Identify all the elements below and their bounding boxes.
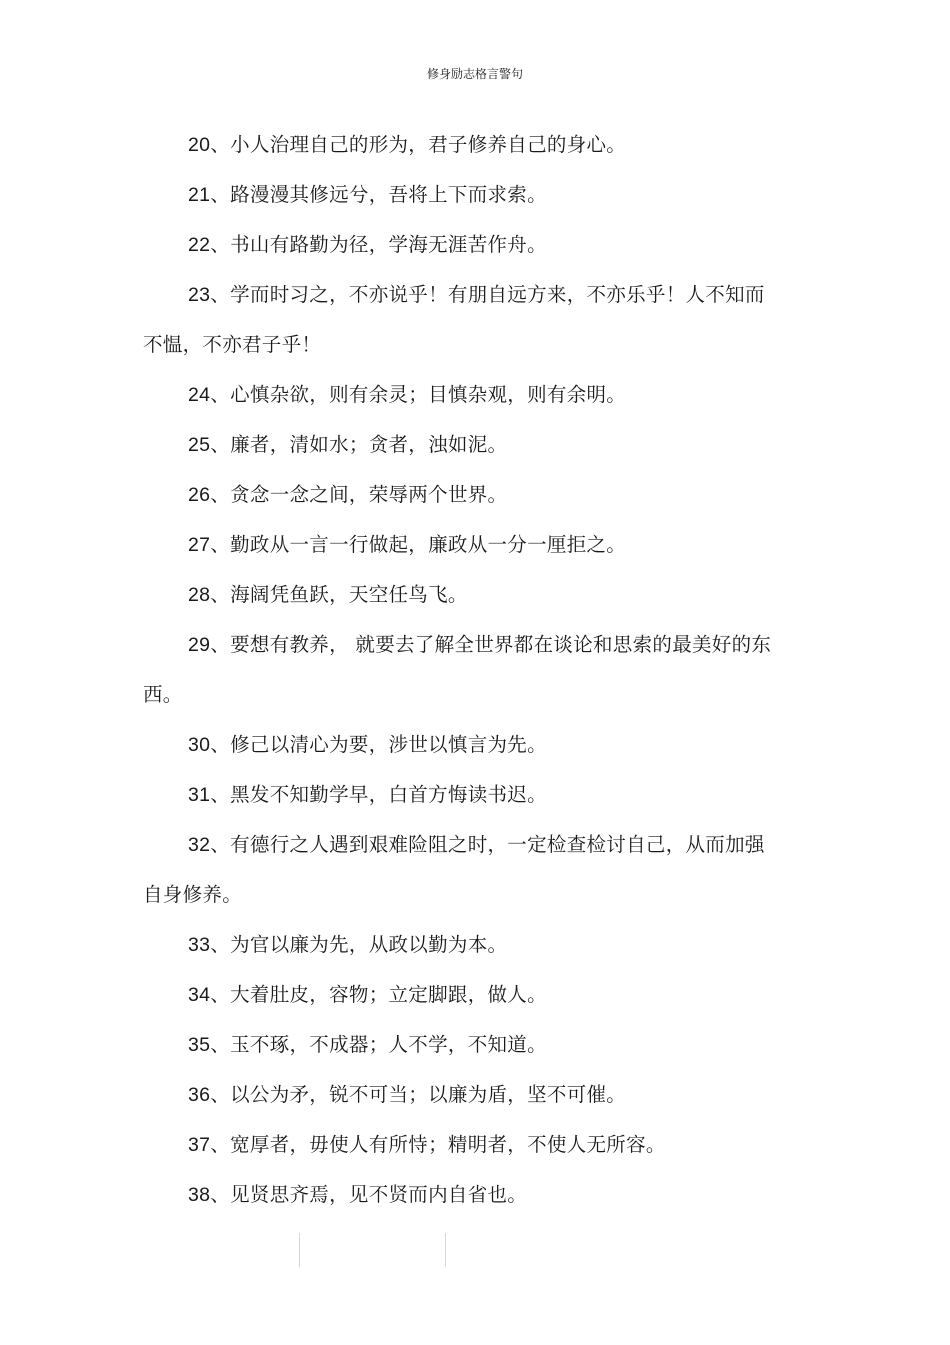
quote-number: 32 <box>188 834 211 856</box>
quote-item <box>143 720 783 770</box>
quote-item <box>143 920 783 970</box>
quote-number: 36 <box>188 1084 211 1106</box>
quote-number: 21 <box>188 184 211 206</box>
quote-number: 27 <box>188 534 211 556</box>
quote-text: 、勤政从一言一行做起，廉政从一分一厘拒之。 <box>210 533 627 556</box>
quote-item <box>143 820 783 920</box>
quote-item <box>143 1020 783 1070</box>
quote-item <box>143 770 783 820</box>
quote-text: 、学而时习之，不亦说乎！有朋自远方来，不亦乐乎！人不知而不愠，不亦君子乎！ <box>143 283 765 356</box>
quote-item <box>143 970 783 1020</box>
quote-number: 23 <box>188 284 211 306</box>
quote-number: 34 <box>188 984 211 1006</box>
quote-text: 、海阔凭鱼跃，天空任鸟飞。 <box>210 583 468 606</box>
quote-text: 、书山有路勤为径，学海无涯苦作舟。 <box>210 233 547 256</box>
quote-number: 33 <box>188 934 211 956</box>
quote-item <box>143 1120 783 1170</box>
quote-text: 、路漫漫其修远兮，吾将上下而求索。 <box>210 183 547 206</box>
quote-text: 、小人治理自己的形为，君子修养自己的身心。 <box>210 133 627 156</box>
quote-text: 、贪念一念之间，荣辱两个世界。 <box>210 483 508 506</box>
quote-number: 28 <box>188 584 211 606</box>
quote-text: 、大着肚皮，容物；立定脚跟，做人。 <box>210 983 547 1006</box>
quote-item <box>143 270 783 370</box>
quote-text: 、要想有教养， 就要去了解全世界都在谈论和思索的最美好的东西。 <box>143 633 772 706</box>
quote-text: 、宽厚者，毋使人有所恃；精明者，不使人无所容。 <box>210 1133 666 1156</box>
quote-number: 38 <box>188 1184 211 1206</box>
footer-divider-right <box>445 1233 446 1267</box>
quote-number: 29 <box>188 634 211 656</box>
quote-number: 24 <box>188 384 211 406</box>
quote-text: 、心慎杂欲，则有余灵；目慎杂观，则有余明。 <box>210 383 627 406</box>
quote-number: 30 <box>188 734 211 756</box>
quote-item <box>143 520 783 570</box>
quote-item <box>143 1170 783 1220</box>
quote-number: 35 <box>188 1034 211 1056</box>
quote-text: 、玉不琢，不成器；人不学，不知道。 <box>210 1033 547 1056</box>
quote-number: 20 <box>188 134 211 156</box>
quote-item <box>143 220 783 270</box>
quote-text: 、为官以廉为先，从政以勤为本。 <box>210 933 508 956</box>
quote-item <box>143 120 783 170</box>
quote-number: 37 <box>188 1134 211 1156</box>
quote-text: 、以公为矛，锐不可当；以廉为盾，坚不可催。 <box>210 1083 627 1106</box>
quote-number: 25 <box>188 434 211 456</box>
quote-text: 、廉者，清如水；贪者，浊如泥。 <box>210 433 508 456</box>
quote-text: 、有德行之人遇到艰难险阻之时，一定检查检讨自己，从而加强自身修养。 <box>143 833 765 906</box>
quote-number: 31 <box>188 784 211 806</box>
quote-item <box>143 370 783 420</box>
quote-item <box>143 1070 783 1120</box>
footer-divider-left <box>299 1233 300 1267</box>
quote-item <box>143 570 783 620</box>
quote-text: 、见贤思齐焉，见不贤而内自省也。 <box>210 1183 528 1206</box>
quote-text: 、黑发不知勤学早，白首方悔读书迟。 <box>210 783 547 806</box>
quote-item <box>143 420 783 470</box>
quote-item <box>143 470 783 520</box>
page-header-title: 修身励志格言警句 <box>426 67 523 81</box>
quote-item <box>143 620 783 720</box>
quote-item <box>143 170 783 220</box>
quote-list <box>143 120 783 1220</box>
quote-text: 、修己以清心为要，涉世以慎言为先。 <box>210 733 547 756</box>
quote-number: 26 <box>188 484 211 506</box>
quote-number: 22 <box>188 234 211 256</box>
